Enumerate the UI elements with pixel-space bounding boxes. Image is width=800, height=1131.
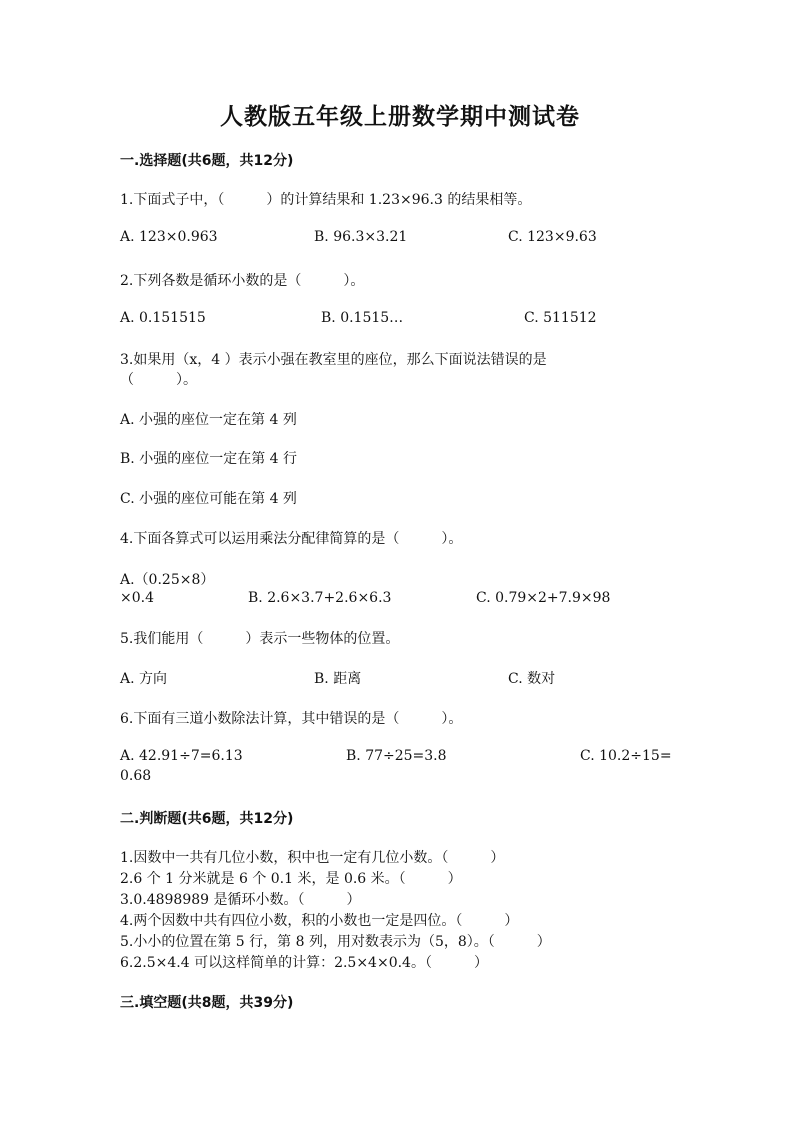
- question-5-option-b: B. 距离: [314, 671, 362, 687]
- judge-item-6: 6.2.5×4.4 可以这样简单的计算：2.5×4×0.4。（ ）: [120, 955, 488, 971]
- question-4-stem: 4.下面各算式可以运用乘法分配律简算的是（ ）。: [120, 531, 463, 547]
- question-1-option-a: A. 123×0.963: [120, 229, 218, 245]
- question-5-option-c: C. 数对: [508, 671, 556, 687]
- section-heading-fill: 三.填空题(共8题，共39分): [120, 995, 294, 1011]
- question-6-option-b: B. 77÷25=3.8: [346, 748, 447, 764]
- question-6-option-a: A. 42.91÷7=6.13: [120, 748, 243, 764]
- page-title: 人教版五年级上册数学期中测试卷: [220, 104, 580, 130]
- question-4-option-c: C. 0.79×2+7.9×98: [476, 590, 611, 606]
- question-4-option-b: B. 2.6×3.7+2.6×6.3: [248, 590, 392, 606]
- question-1-stem: 1.下面式子中，（ ）的计算结果和 1.23×96.3 的结果相等。: [120, 192, 532, 208]
- question-6-stem: 6.下面有三道小数除法计算，其中错误的是（ ）。: [120, 711, 463, 727]
- question-5-stem: 5.我们能用（ ）表示一些物体的位置。: [120, 631, 400, 647]
- question-2-option-a: A. 0.151515: [120, 310, 206, 326]
- judge-item-1: 1.因数中一共有几位小数，积中也一定有几位小数。（ ）: [120, 850, 505, 866]
- judge-item-5: 5.小小的位置在第 5 行，第 8 列，用对数表示为（5，8）。（ ）: [120, 934, 551, 950]
- question-3-stem-line-1: 3.如果用（x，4 ）表示小强在教室里的座位，那么下面说法错误的是: [120, 352, 547, 368]
- question-2-option-b: B. 0.1515…: [321, 310, 404, 326]
- question-3-option-a: A. 小强的座位一定在第 4 列: [120, 412, 297, 428]
- question-1-option-c: C. 123×9.63: [508, 229, 597, 245]
- judge-item-4: 4.两个因数中共有四位小数，积的小数也一定是四位。（ ）: [120, 913, 519, 929]
- question-2-option-c: C. 511512: [524, 310, 597, 326]
- judge-item-3: 3.0.4898989 是循环小数。（ ）: [120, 892, 361, 908]
- question-1-option-b: B. 96.3×3.21: [314, 229, 408, 245]
- question-4-option-a-line-2: ×0.4: [120, 590, 154, 606]
- question-3-stem-line-2: （ ）。: [120, 372, 197, 388]
- question-3-option-b: B. 小强的座位一定在第 4 行: [120, 451, 297, 467]
- judge-item-2: 2.6 个 1 分米就是 6 个 0.1 米，是 0.6 米。（ ）: [120, 871, 462, 887]
- question-5-option-a: A. 方向: [120, 671, 168, 687]
- question-6-option-c-line-2: 0.68: [120, 768, 152, 784]
- question-6-option-c-line-1: C. 10.2÷15=: [580, 748, 672, 764]
- section-heading-judge: 二.判断题(共6题，共12分): [120, 811, 294, 827]
- question-4-option-a-line-1: A.（0.25×8）: [120, 572, 215, 588]
- section-heading-choice: 一.选择题(共6题，共12分): [120, 153, 294, 169]
- question-3-option-c: C. 小强的座位可能在第 4 列: [120, 491, 297, 507]
- question-2-stem: 2.下列各数是循环小数的是（ ）。: [120, 273, 365, 289]
